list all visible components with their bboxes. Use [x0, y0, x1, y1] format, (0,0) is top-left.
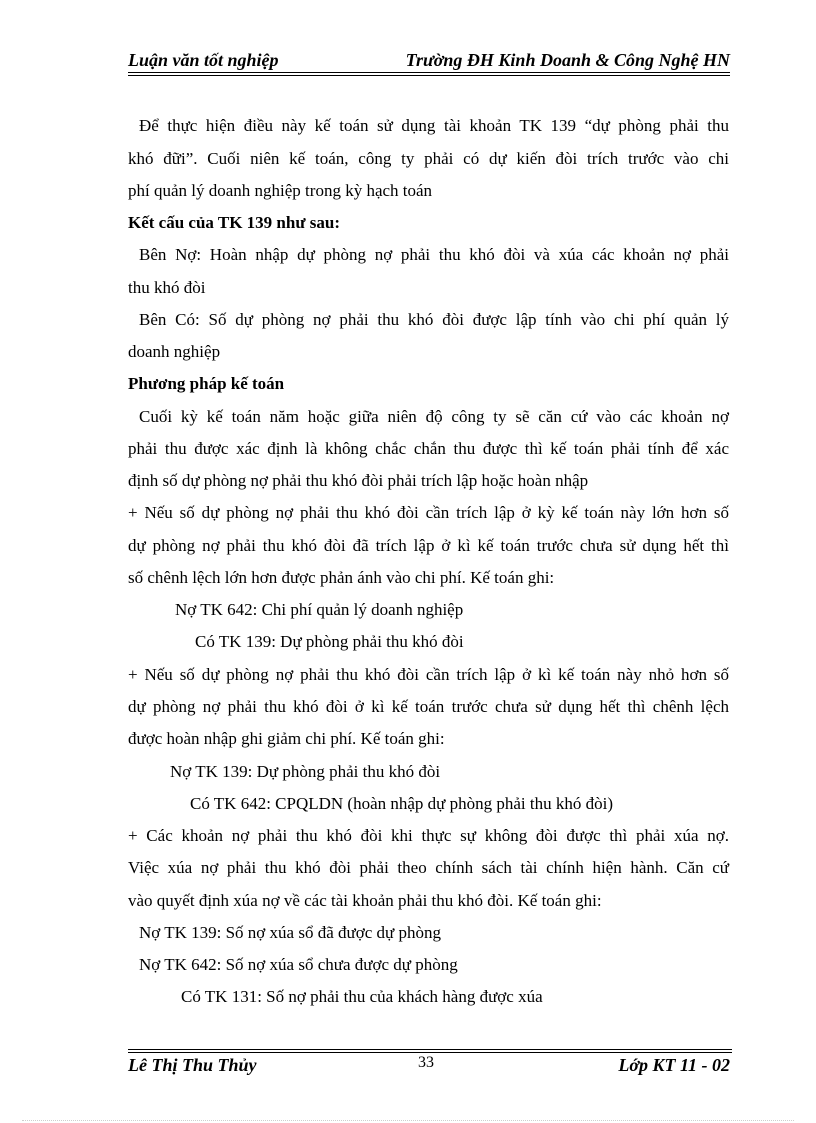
paragraph-line: Bên Nợ: Hoàn nhập dự phòng nợ phải thu khó đòi và xúa các khoản nợ phải	[139, 245, 729, 264]
paragraph-line: dự phòng nợ phải thu khó đòi đã trích lập ở kì kế toán trước chưa sử dụng hết thì	[128, 536, 729, 555]
footer-author: Lê Thị Thu Thủy	[128, 1055, 257, 1075]
paragraph-line: khó đữi”. Cuối niên kế toán, công ty phải có dự kiến đòi trích trước vào chi	[128, 149, 729, 168]
paragraph-line: Để thực hiện điều này kế toán sử dụng tài khoản TK 139 “dự phòng phải thu	[139, 116, 729, 135]
journal-entry-credit: Có TK 131: Số nợ phải thu của khách hàng được xúa	[181, 987, 543, 1006]
paragraph-line: + Nếu số dự phòng nợ phải thu khó đòi cần trích lập ở kỳ kế toán này lớn hơn số	[128, 503, 729, 522]
header-rule-double	[128, 75, 730, 76]
paragraph-line: định số dự phòng nợ phải thu khó đòi phải trích lập hoặc hoàn nhập	[128, 471, 589, 490]
paragraph-line: số chênh lệch lớn hơn được phản ánh vào chi phí. Kế toán ghi:	[128, 568, 555, 587]
page-bottom-border	[22, 1120, 794, 1121]
journal-entry-credit: Có TK 139: Dự phòng phải thu khó đòi	[195, 632, 464, 651]
header-rule	[128, 72, 730, 73]
paragraph-line: Cuối kỳ kế toán năm hoặc giữa niên độ công ty sẽ căn cứ vào các khoản nợ	[139, 407, 729, 426]
paragraph-line: doanh nghiệp	[128, 342, 221, 361]
journal-entry-debit: Nợ TK 642: Số nợ xúa sổ chưa được dự phòng	[139, 955, 458, 974]
header-university: Trường ĐH Kinh Doanh & Công Nghệ HN	[405, 50, 730, 70]
journal-entry-debit: Nợ TK 642: Chi phí quản lý doanh nghiệp	[175, 600, 464, 619]
paragraph-line: thu khó đòi	[128, 278, 206, 297]
paragraph-line: Bên Có: Số dự phòng nợ phải thu khó đòi được lập tính vào chi phí quản lý	[139, 310, 729, 329]
paragraph-line: Việc xúa nợ phải thu khó đòi phải theo chính sách tài chính hiện hành. Căn cứ	[128, 858, 729, 877]
paragraph-line: + Nếu số dự phòng nợ phải thu khó đòi cần trích lập ở kì kế toán này nhỏ hơn số	[128, 665, 729, 684]
header-thesis-title: Luận văn tốt nghiệp	[128, 50, 279, 70]
paragraph-line: dự phòng nợ phải thu khó đòi ở kì kế toán trước chưa sử dụng hết thì chênh lệch	[128, 697, 729, 716]
section-heading: Kết cấu của TK 139 như sau:	[128, 213, 341, 232]
footer-rule	[128, 1049, 732, 1050]
paragraph-line: vào quyết định xúa nợ về các tài khoản phải thu khó đòi. Kế toán ghi:	[128, 891, 602, 910]
paragraph-line: được hoàn nhập ghi giảm chi phí. Kế toán ghi:	[128, 729, 445, 748]
page-header	[128, 48, 730, 74]
paragraph-line: phải thu được xác định là không chắc chắn thu được thì kế toán phải tính để xác	[128, 439, 729, 458]
page-number: 33	[418, 1054, 434, 1071]
paragraph-line: phí quản lý doanh nghiệp trong kỳ hạch toán	[128, 181, 433, 200]
footer-rule-double	[128, 1052, 732, 1053]
journal-entry-credit: Có TK 642: CPQLDN (hoàn nhập dự phòng phải thu khó đòi)	[190, 794, 614, 813]
footer-class: Lớp KT 11 - 02	[618, 1055, 730, 1075]
page-footer	[128, 1049, 732, 1079]
section-heading: Phương pháp kế toán	[128, 374, 285, 393]
journal-entry-debit: Nợ TK 139: Số nợ xúa sổ đã được dự phòng	[139, 923, 441, 942]
paragraph-line: + Các khoản nợ phải thu khó đòi khi thực sự không đòi được thì phải xúa nợ.	[128, 826, 729, 845]
journal-entry-debit: Nợ TK 139: Dự phòng phải thu khó đòi	[170, 762, 441, 781]
